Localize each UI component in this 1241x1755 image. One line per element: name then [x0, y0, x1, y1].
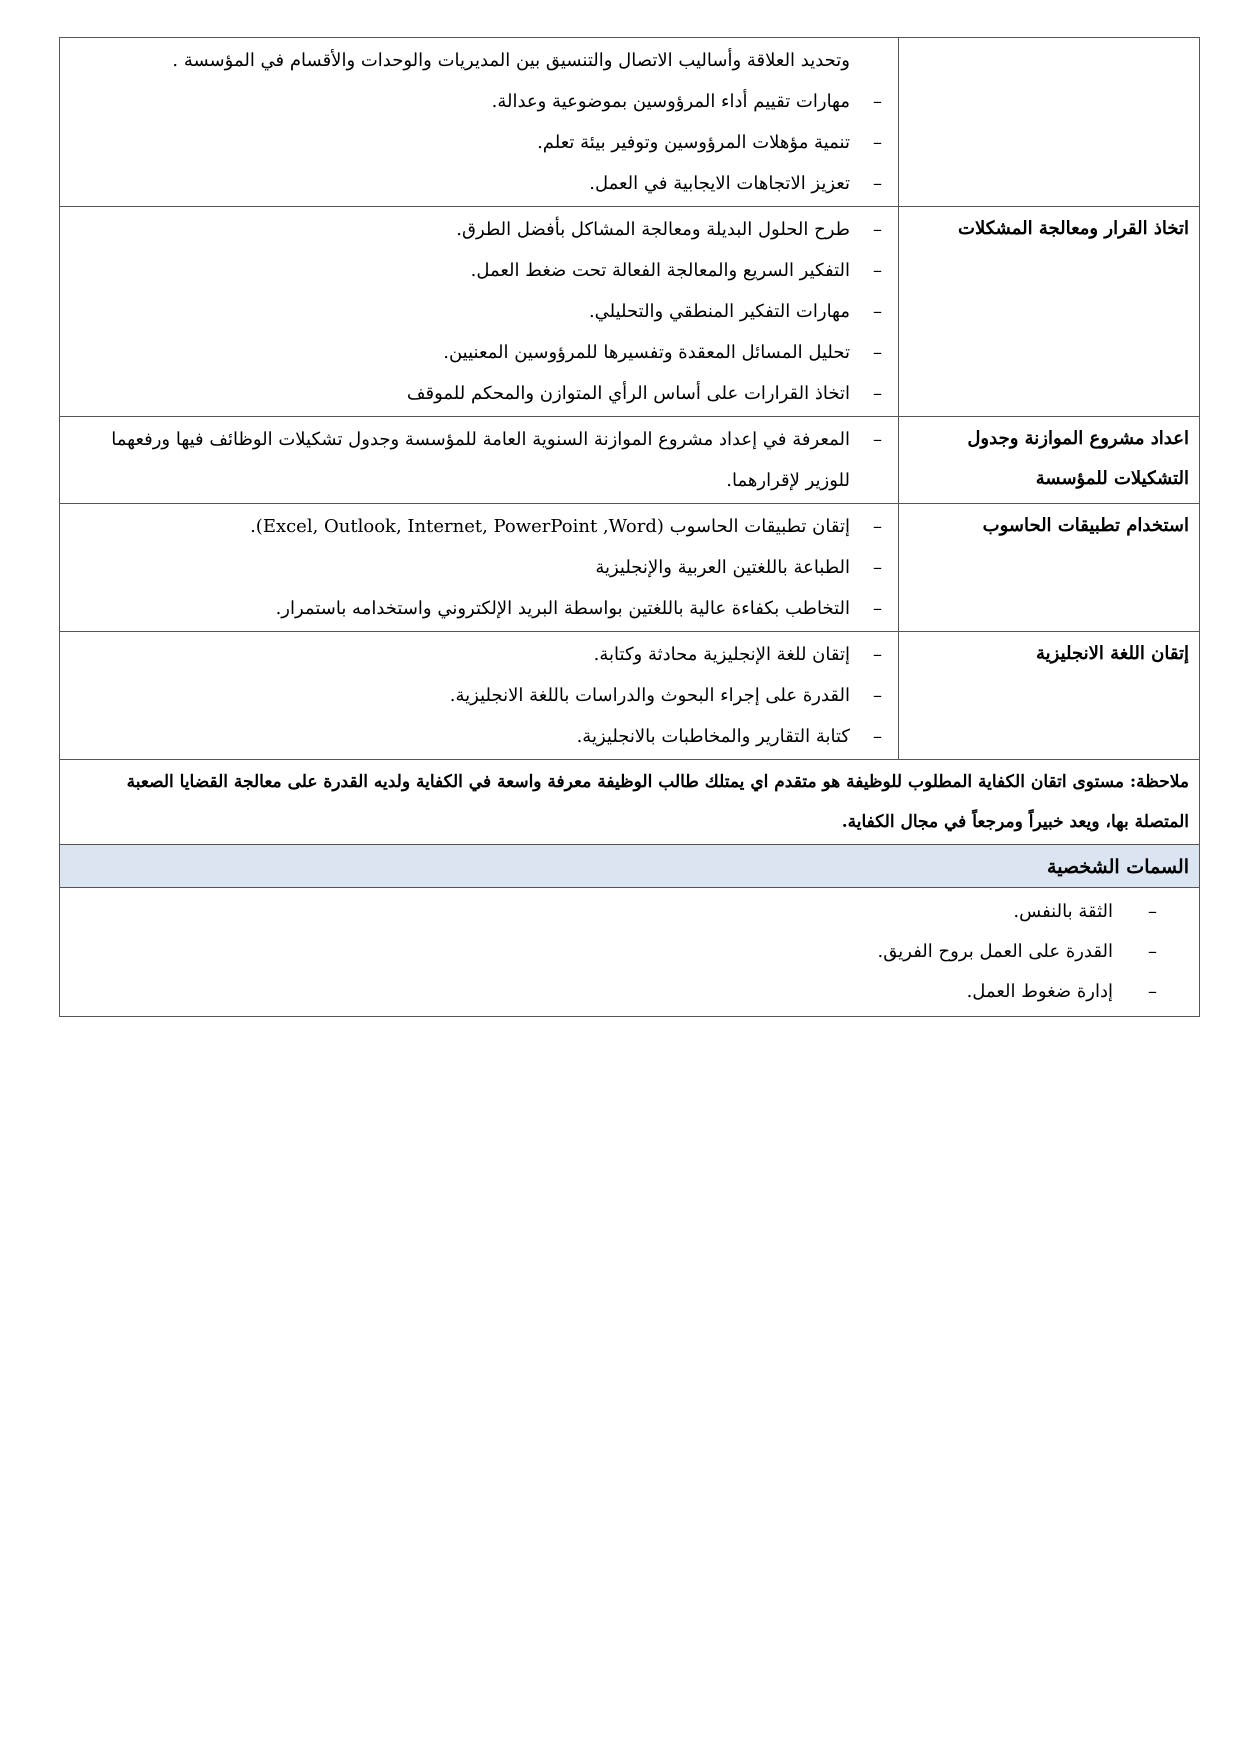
- row-label: استخدام تطبيقات الحاسوب: [899, 504, 1200, 632]
- row-content: [60, 38, 899, 207]
- list-item: – الثقة بالنفس.: [1013, 901, 1157, 922]
- traits-row: [60, 888, 1200, 1017]
- list-item: – الطباعة باللغتين العربية والإنجليزية: [595, 557, 882, 578]
- row-label: اعداد مشروع الموازنة وجدول التشكيلات للمؤسسة: [899, 417, 1200, 504]
- table-row: [60, 417, 1200, 504]
- list-item: – القدرة على العمل بروح الفريق.: [877, 941, 1157, 962]
- traits-header-row: [60, 845, 1200, 888]
- list-item: – طرح الحلول البديلة ومعالجة المشاكل بأفضل الطرق.: [456, 219, 882, 240]
- table-row: [60, 207, 1200, 417]
- row-label: اتخاذ القرار ومعالجة المشكلات: [899, 207, 1200, 417]
- note-text: ملاحظة: مستوى اتقان الكفاية المطلوب للوظيفة هو متقدم اي يمتلك طالب الوظيفة معرفة واسعة في الكفاية ولديه القدرة على معالجة القضايا الصعبة المتصلة بها، ويعد خبيراً ومرجعاً في مجال الكفاية.: [60, 760, 1200, 845]
- competency-table: [59, 37, 1200, 1017]
- list-item: – مهارات التفكير المنطقي والتحليلي.: [588, 301, 882, 322]
- row-content: [60, 632, 899, 760]
- list-item: – تحليل المسائل المعقدة وتفسيرها للمرؤوسين المعنيين.: [443, 342, 882, 363]
- table-row: [60, 38, 1200, 207]
- list-item: – إدارة ضغوط العمل.: [966, 981, 1157, 1002]
- list-item: – تعزيز الاتجاهات الايجابية في العمل.: [589, 173, 882, 194]
- traits-title: السمات الشخصية: [60, 845, 1200, 888]
- list-item: – مهارات تقييم أداء المرؤوسين بموضوعية وعدالة.: [491, 91, 882, 112]
- row-label: إتقان اللغة الانجليزية: [899, 632, 1200, 760]
- table-row: [60, 504, 1200, 632]
- row-content: [60, 207, 899, 417]
- note-row: [60, 760, 1200, 845]
- list-item: – التفكير السريع والمعالجة الفعالة تحت ضغط العمل.: [470, 260, 882, 281]
- list-item: – إتقان للغة الإنجليزية محادثة وكتابة.: [593, 644, 882, 665]
- list-item: – القدرة على إجراء البحوث والدراسات باللغة الانجليزية.: [449, 685, 882, 706]
- list-item: – كتابة التقارير والمخاطبات بالانجليزية.: [576, 726, 882, 747]
- row-label: [899, 38, 1200, 207]
- list-item: – اتخاذ القرارات على أساس الرأي المتوازن والمحكم للموقف: [406, 383, 882, 404]
- list-item: – إتقان تطبيقات الحاسوب (Excel, Outlook, Internet, PowerPoint ,Word).: [250, 516, 882, 537]
- list-item: – المعرفة في إعداد مشروع الموازنة السنوية العامة للمؤسسة وجدول تشكيلات الوظائف فيها ورفعهما للوزير لإقرارهما.: [111, 429, 882, 491]
- row-content: [60, 504, 899, 632]
- list-item: – تنمية مؤهلات المرؤوسين وتوفير بيئة تعلم.: [537, 132, 882, 153]
- list-item: وتحديد العلاقة وأساليب الاتصال والتنسيق بين المديريات والوحدات والأقسام في المؤسسة .: [172, 50, 850, 71]
- row-content: [60, 417, 899, 504]
- list-item: – التخاطب بكفاءة عالية باللغتين بواسطة البريد الإلكتروني واستخدامه باستمرار.: [275, 598, 882, 619]
- traits-content: [60, 888, 1200, 1017]
- table-row: [60, 632, 1200, 760]
